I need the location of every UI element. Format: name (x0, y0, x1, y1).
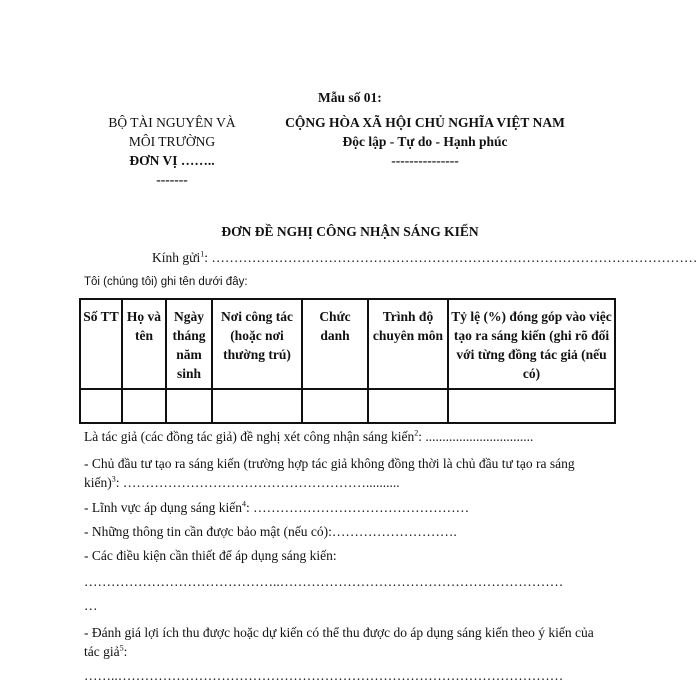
table-cell[interactable] (302, 389, 368, 423)
investor-line (84, 454, 604, 492)
table-header-row (80, 299, 615, 389)
form-number: Mẫu số 01: (318, 90, 382, 105)
nation-motto: Độc lập - Tự do - Hạnh phúc (342, 134, 508, 149)
col-header-qualification: Trình độ chuyên môn (368, 299, 448, 389)
footnote-2: 2 (414, 428, 419, 438)
recipient-label: Kính gửi (152, 250, 201, 265)
agency-block (98, 113, 246, 189)
benefit-colon: : (123, 644, 128, 659)
col-header-position: Chức danh (302, 299, 368, 389)
dotted-line-2: … (84, 598, 98, 613)
col-header-contribution: Tỷ lệ (%) đóng góp vào việc tạo ra sáng kiến (ghi rõ đối với từng đồng tác giả (nếu có) (448, 299, 615, 389)
field-dots: : ………………………………………… (246, 500, 470, 515)
nation-divider: --------------- (391, 153, 459, 168)
col-header-dob: Ngày tháng năm sinh (166, 299, 212, 389)
footnote-1: 1 (200, 249, 205, 259)
nation-block (270, 113, 580, 170)
recipient-dots: : ……………………………………………………………………………………………… (204, 250, 698, 265)
dotted-line-1: ……………………………………..……………………………………………………… (84, 574, 564, 589)
table-cell[interactable] (122, 389, 166, 423)
nation-title: CỘNG HÒA XÃ HỘI CHỦ NGHĨA VIỆT NAM (285, 115, 565, 130)
field-text: - Lĩnh vực áp dụng sáng kiến (84, 500, 243, 515)
document-title: ĐƠN ĐỀ NGHỊ CÔNG NHẬN SÁNG KIẾN (221, 224, 479, 239)
benefit-line (84, 623, 604, 661)
agency-divider: ------- (156, 172, 188, 187)
benefit-text: - Đánh giá lợi ích thu được hoặc dự kiến có thể thu được do áp dụng sáng kiến theo ý kiến của tác giả (84, 625, 594, 659)
col-header-workplace: Nơi công tác (hoặc nơi thường trú) (212, 299, 302, 389)
investor-text: - Chủ đầu tư tạo ra sáng kiến (trường hợp tác giả không đồng thời là chủ đầu tư tạo ra sáng kiến) (84, 456, 575, 490)
table-cell[interactable] (368, 389, 448, 423)
col-header-no: Số TT (80, 299, 122, 389)
table-cell[interactable] (166, 389, 212, 423)
table-cell[interactable] (212, 389, 302, 423)
table-row (80, 389, 615, 423)
table-cell[interactable] (80, 389, 122, 423)
authorship-line (84, 429, 533, 445)
intro-text: Tôi (chúng tôi) ghi tên dưới đây: (84, 276, 248, 288)
footnote-3: 3 (111, 474, 116, 484)
footnote-4: 4 (242, 499, 247, 509)
field-line (84, 500, 469, 516)
agency-unit: ĐƠN VỊ …….. (129, 153, 215, 168)
authorship-dots: : ................................ (418, 429, 534, 444)
agency-line-2: MÔI TRƯỜNG (128, 134, 216, 149)
col-header-name: Họ và tên (122, 299, 166, 389)
investor-dots: : ……………………………………………….......... (115, 475, 400, 490)
table-cell[interactable] (448, 389, 615, 423)
recipient-line (152, 250, 697, 266)
dotted-line-3: ……..……………………………………………………………………………………… (84, 668, 564, 683)
authors-table (79, 298, 616, 424)
conditions-line: - Các điều kiện cần thiết để áp dụng sáng kiến: (84, 548, 337, 563)
agency-line-1: BỘ TÀI NGUYÊN VÀ (108, 115, 236, 130)
confidential-line: - Những thông tin cần được bảo mật (nếu có):………………………. (84, 524, 457, 539)
authorship-text: Là tác giả (các đồng tác giả) đề nghị xét công nhận sáng kiến (84, 429, 415, 444)
footnote-5: 5 (119, 643, 124, 653)
